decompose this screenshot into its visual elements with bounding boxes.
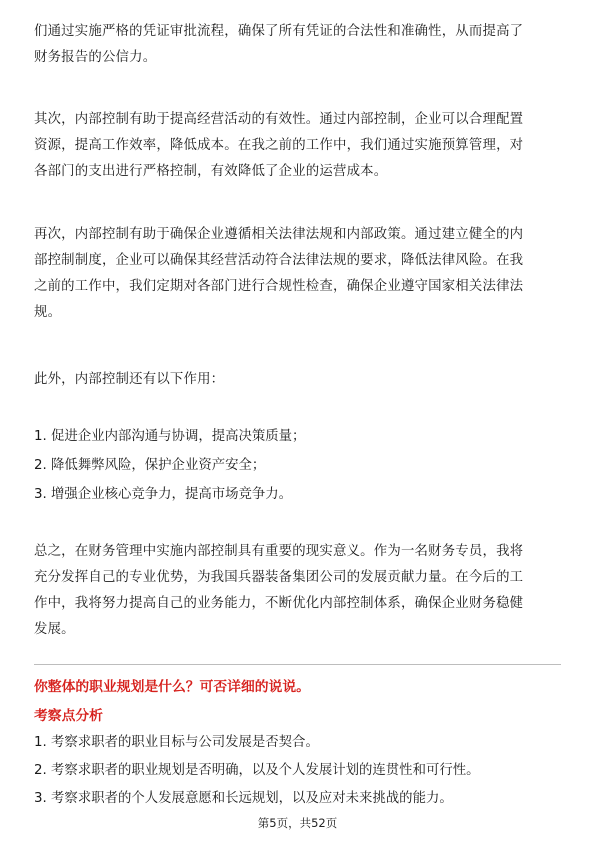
text-line: 资源，提高工作效率，降低成本。在我之前的工作中，我们通过实施预算管理，对 [34,138,524,153]
interview-question: 你整体的职业规划是什么？可否详细的说说。 [34,679,310,695]
paragraph-effectiveness [34,107,561,185]
text-line: 规。 [34,305,62,320]
text-line: 充分发挥自己的专业优势，为我国兵器装备集团公司的发展贡献力量。在今后的工 [34,570,524,585]
analysis-item: 2. 考察求职者的职业规划是否明确，以及个人发展计划的连贯性和可行性。 [34,763,480,778]
text-line: 总之，在财务管理中实施内部控制具有重要的现实意义。作为一名财务专员，我将 [34,544,524,559]
text-line: 作中，我将努力提高自己的业务能力，不断优化内部控制体系，确保企业财务稳健 [34,596,524,611]
list-item: 1. 促进企业内部沟通与协调，提高决策质量； [34,429,306,444]
divider [34,664,561,665]
text-line: 再次，内部控制有助于确保企业遵循相关法律法规和内部政策。通过建立健全的内 [34,227,524,242]
text-line: 们通过实施严格的凭证审批流程，确保了所有凭证的合法性和准确性，从而提高了 [34,24,524,39]
page-number: 第5页，共52页 [257,816,338,830]
text-line: 各部门的支出进行严格控制，有效降低了企业的运营成本。 [34,164,388,179]
list-item: 3. 增强企业核心竞争力，提高市场竞争力。 [34,487,293,502]
text-line: 其次，内部控制有助于提高经营活动的有效性。通过内部控制，企业可以合理配置 [34,112,524,127]
paragraph-compliance [34,222,561,326]
list-item: 2. 降低舞弊风险，保护企业资产安全； [34,458,266,473]
paragraph-credibility [34,19,561,71]
text-line: 之前的工作中，我们定期对各部门进行合规性检查，确保企业遵守国家相关法律法 [34,279,524,294]
analysis-item: 1. 考察求职者的职业目标与公司发展是否契合。 [34,735,319,750]
text-line: 部控制制度，企业可以确保其经营活动符合法律法规的要求，降低法律风险。在我 [34,253,524,268]
text-line: 财务报告的公信力。 [34,50,157,65]
text-line: 发展。 [34,622,75,637]
paragraph-additional-functions [34,367,561,393]
paragraph-conclusion [34,539,561,643]
analysis-item: 3. 考察求职者的个人发展意愿和长远规划，以及应对未来挑战的能力。 [34,791,453,806]
text-line: 此外，内部控制还有以下作用： [34,372,225,387]
analysis-heading: 考察点分析 [34,708,103,724]
